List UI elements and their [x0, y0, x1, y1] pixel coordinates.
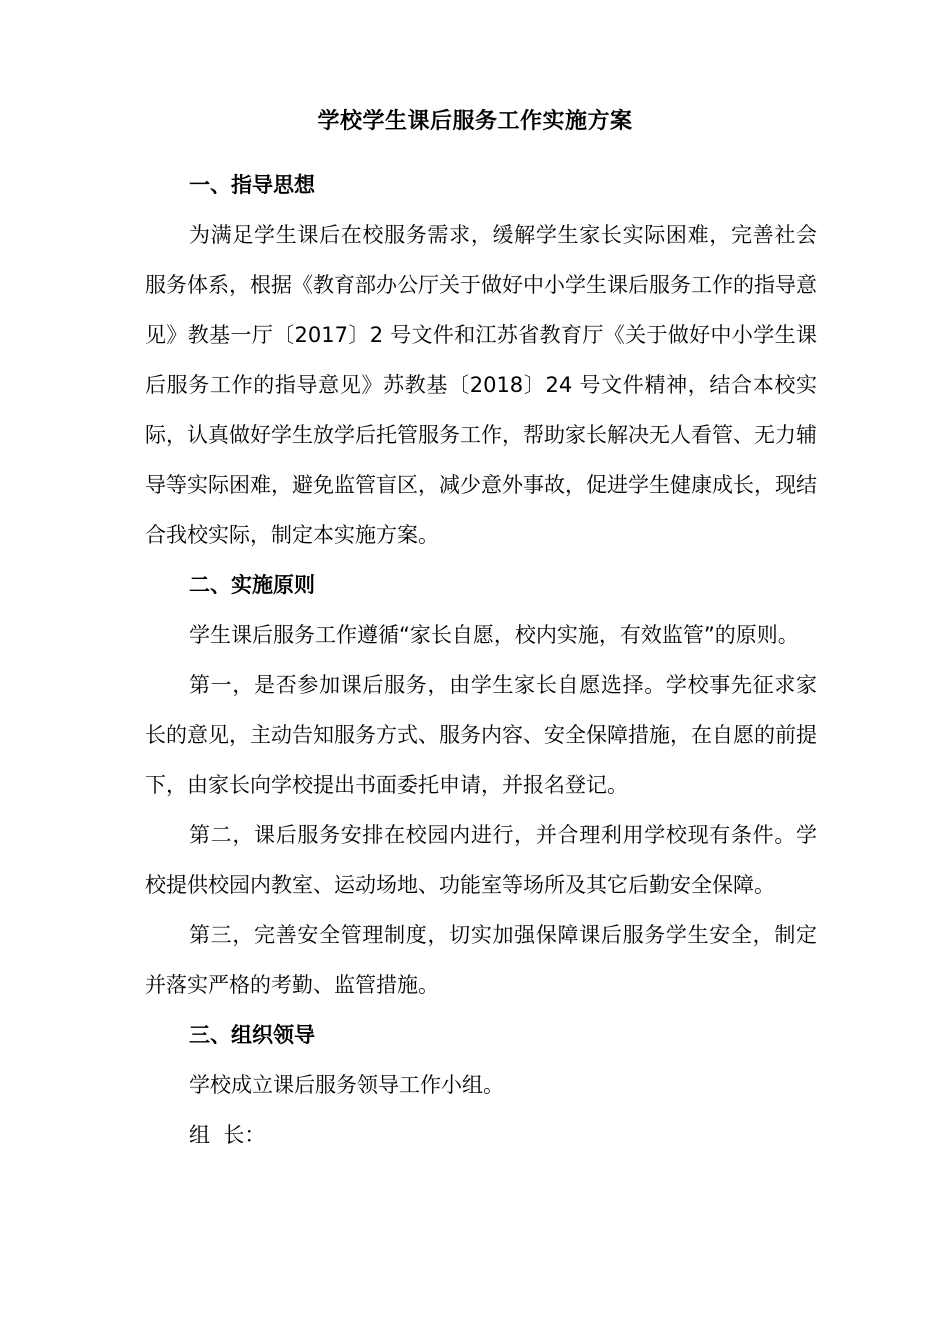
- paragraph: 学生课后服务工作遵循“家长自愿，校内实施，有效监管”的原则。: [189, 623, 799, 647]
- section-principles: [145, 560, 817, 1010]
- paragraph: 为满足学生课后在校服务需求，缓解学生家长实际困难，完善社会服务体系，根据《教育部办公厅关于做好中小学生课后服务工作的指导意见》教基一厅〔2017〕2 号文件和江苏省教育厅《关于做好中小学生课后服务工作的指导意见》苏教基〔2018〕24 号文件精神，结合本校实际，认真做好学生放学后托管服务工作，帮助家长解决无人看管、无力辅导等实际困难，避免监管盲区，减少意外事故，促进学生健康成长，现结合我校实际，制定本实施方案。: [145, 223, 817, 547]
- section-heading: 一、指导思想: [189, 173, 315, 197]
- section-organization: [145, 1010, 817, 1160]
- paragraph: 第一，是否参加课后服务，由学生家长自愿选择。学校事先征求家长的意见，主动告知服务方式、服务内容、安全保障措施，在自愿的前提下，由家长向学校提出书面委托申请，并报名登记。: [145, 673, 817, 797]
- paragraph: 第三，完善安全管理制度，切实加强保障课后服务学生安全，制定并落实严格的考勤、监管措施。: [145, 923, 817, 997]
- group-leader-line: 组 长：: [189, 1123, 266, 1147]
- section-guiding-thought: [145, 160, 817, 560]
- section-heading: 二、实施原则: [189, 573, 315, 597]
- paragraph: 学校成立课后服务领导工作小组。: [189, 1073, 504, 1097]
- document-title: 学校学生课后服务工作实施方案: [317, 109, 633, 134]
- paragraph: 第二，课后服务安排在校园内进行，并合理利用学校现有条件。学校提供校园内教室、运动场地、功能室等场所及其它后勤安全保障。: [145, 823, 817, 897]
- section-heading: 三、组织领导: [189, 1023, 315, 1047]
- document-body: [145, 160, 817, 1160]
